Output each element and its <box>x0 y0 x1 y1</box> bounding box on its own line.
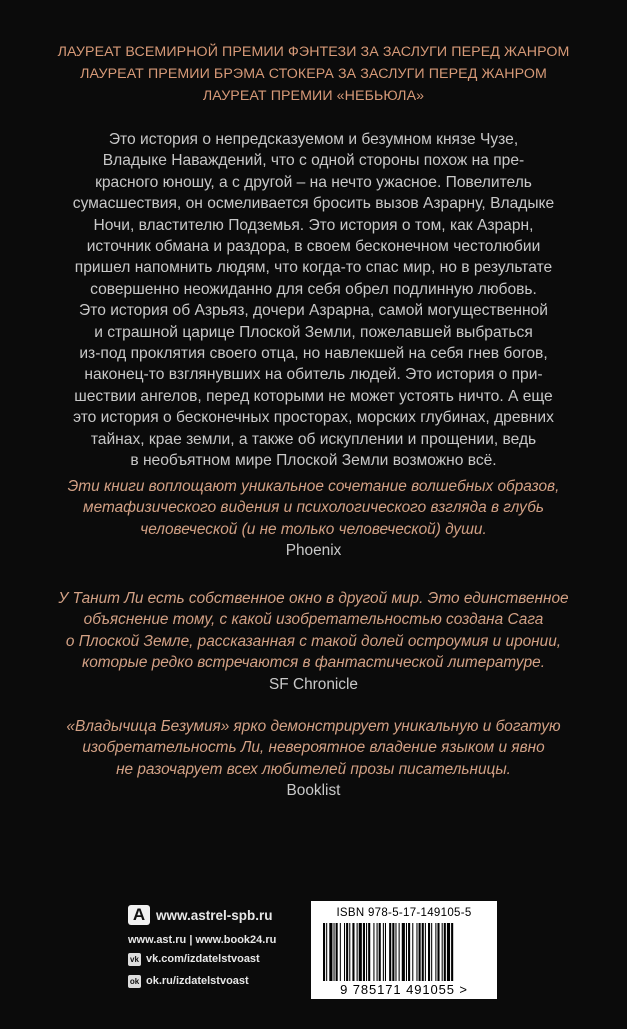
quote-line: «Владычица Безумия» ярко демонстрирует уникальную и богатую <box>66 718 561 735</box>
barcode-bar <box>368 923 370 981</box>
barcode-bar <box>385 923 386 981</box>
review-quote-booklist <box>0 716 627 802</box>
synopsis-line: Ночи, властителю Подземья. Это история о том, как Азрарн, <box>93 216 534 234</box>
barcode-bar <box>442 923 443 981</box>
review-quote-sf-chronicle <box>0 588 627 695</box>
ean-number: 9 785171 491055 > <box>313 982 495 997</box>
barcode-bar <box>444 923 446 981</box>
barcode-bar <box>422 923 424 981</box>
ok-link[interactable]: ok.ru/izdatelstvoast <box>146 975 249 987</box>
barcode-bar <box>416 923 417 981</box>
synopsis-line: пришел напомнить людям, что когда-то спас мир, но в результате <box>74 259 553 277</box>
synopsis-line: тайнах, крае земли, а также об искуплении и прощении, ведь <box>90 430 537 448</box>
barcode-bar <box>346 923 348 981</box>
barcode-bar <box>352 923 354 981</box>
barcode-bar <box>326 923 327 981</box>
barcode-bar <box>451 923 453 981</box>
barcode <box>311 901 497 999</box>
vk-row <box>128 948 298 970</box>
barcode-bar <box>408 923 410 981</box>
barcode-bar <box>392 923 394 981</box>
synopsis-line: и страшной царице Плоской Земли, пожелавшей выбраться <box>94 323 533 341</box>
ok-row <box>128 970 298 992</box>
barcode-bar <box>395 923 396 981</box>
quote-line: метафизического видения и психологического взгляда в глубь <box>83 499 544 517</box>
publisher-domains[interactable]: www.ast.ru | www.book24.ru <box>128 934 277 946</box>
quote-source: Phoenix <box>285 542 342 560</box>
synopsis-line: шествии ангелов, перед которыми не может устоять ничто. А еще <box>74 387 553 405</box>
publisher-logo-icon: A <box>128 905 150 925</box>
barcode-bar <box>437 923 439 981</box>
barcode-bar <box>431 923 432 981</box>
vk-icon: vk <box>128 953 141 966</box>
synopsis-line: в необъятном мире Плоской Земли возможно всё. <box>130 452 497 470</box>
synopsis-line: красного юношу, а с другой – на нечто ужасное. Повелитель <box>95 173 532 191</box>
barcode-bar <box>419 923 421 981</box>
synopsis-line: это история о бесконечных просторах, морских глубинах, древних <box>73 409 554 427</box>
barcode-bar <box>363 923 365 981</box>
barcode-bar <box>402 923 405 981</box>
barcode-bar <box>340 923 341 981</box>
publisher-site-link[interactable]: www.astrel-spb.ru <box>156 907 273 923</box>
synopsis-line: из-под проклятия своего отца, но навлекшей на себя гнев богов, <box>79 345 548 363</box>
quote-source: SF Chronicle <box>269 675 358 693</box>
synopsis-line: сумасшествия, он осмеливается бросить вызов Азрарну, Владыке <box>72 195 555 213</box>
barcode-bar <box>435 923 436 981</box>
barcode-bar <box>389 923 391 981</box>
barcode-bar <box>428 923 430 981</box>
synopsis <box>0 129 627 472</box>
barcode-bar <box>359 923 362 981</box>
barcode-bar <box>412 923 413 981</box>
barcode-bar <box>373 923 374 981</box>
quote-source: Booklist <box>286 782 341 800</box>
awards-block <box>0 41 627 107</box>
isbn-number: ISBN 978-5-17-149105-5 <box>336 907 472 919</box>
quote-line: изобретательность Ли, невероятное владение языком и явно <box>82 739 545 757</box>
quote-line: Эти книги воплощают уникальное сочетание волшебных образов, <box>67 478 560 495</box>
quote-line: объяснение тому, с какой изобретательностью создана Сага <box>83 611 544 629</box>
quote-line: человеческой (и не только человеческой) души. <box>140 520 487 538</box>
review-quote-phoenix <box>0 476 627 562</box>
barcode-bar <box>323 923 325 981</box>
quote-line: которые редко встречаются в фантастической литературе. <box>81 654 546 672</box>
barcode-bar <box>349 923 350 981</box>
synopsis-line: совершенно неожиданно для себя обрел подлинную любовь. <box>90 280 537 298</box>
barcode-bar <box>425 923 426 981</box>
synopsis-line: источник обмана и раздора, в своем бесконечном честолюбии <box>86 238 541 256</box>
barcode-bar <box>399 923 400 981</box>
quote-line: У Танит Ли есть собственное окно в другой мир. Это единственное <box>58 590 569 607</box>
publisher-info <box>128 902 298 992</box>
barcode-bar <box>379 923 381 981</box>
synopsis-line: Это история об Азрьяз, дочери Азрарна, самой могущественной <box>79 302 548 320</box>
barcode-bar <box>336 923 338 981</box>
barcode-bar <box>357 923 358 981</box>
award-line: ЛАУРЕАТ ВСЕМИРНОЙ ПРЕМИИ ФЭНТЕЗИ ЗА ЗАСЛУГИ ПЕРЕД ЖАНРОМ <box>57 44 570 60</box>
award-line: ЛАУРЕАТ ПРЕМИИ «НЕБЬЮЛА» <box>202 88 425 104</box>
synopsis-line: Это история о непредсказуемом и безумном князе Чузе, <box>108 131 519 148</box>
quote-line: о Плоской Земле, рассказанная с такой долей остроумия и иронии, <box>65 632 562 650</box>
barcode-bar <box>366 923 367 981</box>
barcode-bar <box>329 923 332 981</box>
publisher-site-row <box>128 902 298 928</box>
ok-icon: ok <box>129 976 140 986</box>
vk-link[interactable]: vk.com/izdatelstvoast <box>146 953 260 965</box>
barcode-bar <box>447 923 450 981</box>
award-line: ЛАУРЕАТ ПРЕМИИ БРЭМА СТОКЕРА ЗА ЗАСЛУГИ ПЕРЕД ЖАНРОМ <box>80 66 547 82</box>
quote-line: не разочарует всех любителей прозы писательницы. <box>116 760 511 778</box>
barcode-bar <box>406 923 407 981</box>
barcode-bar <box>344 923 345 981</box>
barcode-bar <box>383 923 384 981</box>
barcode-bar <box>377 923 378 981</box>
barcode-bars-icon <box>323 923 485 981</box>
synopsis-line: наконец-то взглянувших на обитель людей. Это история о при- <box>84 366 543 384</box>
barcode-bar <box>334 923 335 981</box>
synopsis-line: Владыке Наваждений, что с одной стороны похож на пре- <box>102 152 525 170</box>
